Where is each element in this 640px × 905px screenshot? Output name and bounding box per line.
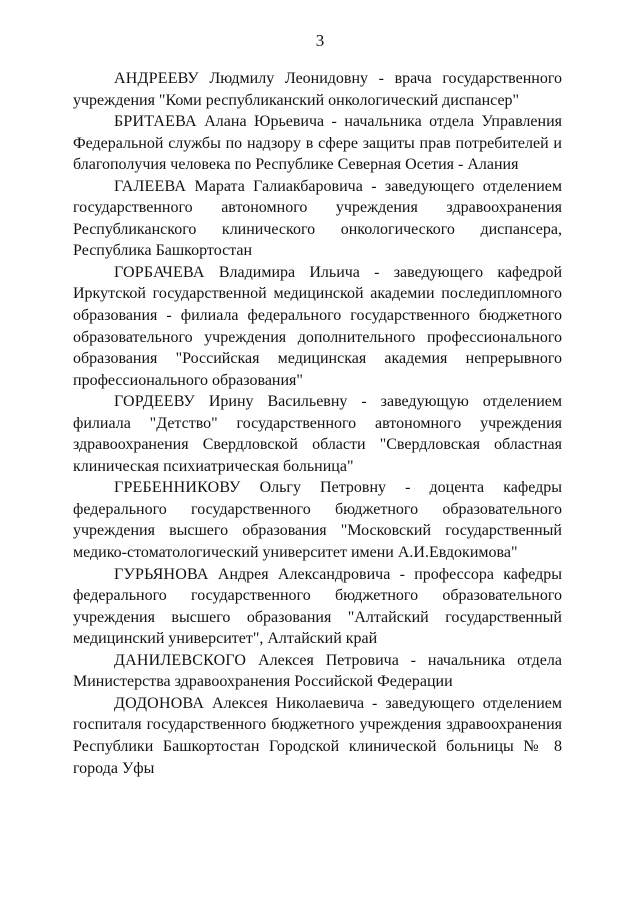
person-details: Алексея Николаевича - заведующего отделением госпиталя государственного бюджетного учреждения здравоохранения Республики Башкортостан Городской клинической больницы № 8 города Уфы bbox=[73, 694, 563, 777]
person-details: Марата Галиакбаровича - заведующего отделением государственного автономного учреждения здравоохранения Республиканского клинического онкологического диспансера, Республика Башкортостан bbox=[73, 177, 562, 260]
list-item bbox=[73, 391, 562, 477]
person-details: Алексея Петровича - начальника отдела Министерства здравоохранения Российской Федерации bbox=[73, 651, 562, 691]
person-surname: ГОРБАЧЕВА bbox=[114, 263, 205, 281]
list-item bbox=[73, 111, 562, 176]
person-surname: БРИТАЕВА bbox=[114, 113, 197, 131]
person-details: Ольгу Петровну - доцента кафедры федерального государственного бюджетного образовательного учреждения высшего образования "Московский государственный медико-стоматологический университет имени А.И.Евдокимова" bbox=[73, 479, 562, 562]
list-item bbox=[73, 693, 562, 779]
person-details: Владимира Ильича - заведующего кафедрой Иркутской государственной медицинской академии последипломного образования - филиала федерального государственного бюджетного образовательного учреждения дополнительного профессионального образования "Российская медицинская академия непрерывного профессионального образования" bbox=[73, 263, 563, 389]
person-details: Ирину Васильевну - заведующую отделением филиала "Детство" государственного автономного учреждения здравоохранения Свердловской области "Свердловская областная клиническая психиатрическая больница" bbox=[73, 393, 563, 475]
person-surname: АНДРЕЕВУ bbox=[114, 70, 199, 87]
document-body bbox=[73, 68, 562, 779]
page-number: 3 bbox=[315, 31, 325, 50]
person-details: Алана Юрьевича - начальника отдела Управления Федеральной службы по надзору в сфере защиты прав потребителей и благополучия человека по Республике Северная Осетия - Алания bbox=[73, 113, 563, 174]
list-item bbox=[73, 262, 562, 391]
list-item bbox=[73, 564, 562, 650]
person-surname: ГОРДЕЕВУ bbox=[114, 393, 195, 411]
person-surname: ДАНИЛЕВСКОГО bbox=[114, 651, 247, 669]
list-item bbox=[73, 68, 562, 111]
list-item bbox=[73, 650, 562, 693]
person-surname: ГАЛЕЕВА bbox=[114, 177, 187, 195]
list-item bbox=[73, 176, 562, 262]
person-details: Андрея Александровича - профессора кафедры федерального государственного бюджетного образовательного учреждения высшего образования "Алтайский государственный медицинский университет", Алтайский край bbox=[73, 565, 563, 648]
person-details: Людмилу Леонидовну - врача государственного учреждения "Коми республиканский онкологический диспансер" bbox=[73, 70, 563, 109]
person-surname: ГУРЬЯНОВА bbox=[114, 565, 209, 583]
person-surname: ГРЕБЕННИКОВУ bbox=[114, 479, 241, 497]
person-surname: ДОДОНОВА bbox=[114, 694, 205, 712]
list-item bbox=[73, 477, 562, 563]
